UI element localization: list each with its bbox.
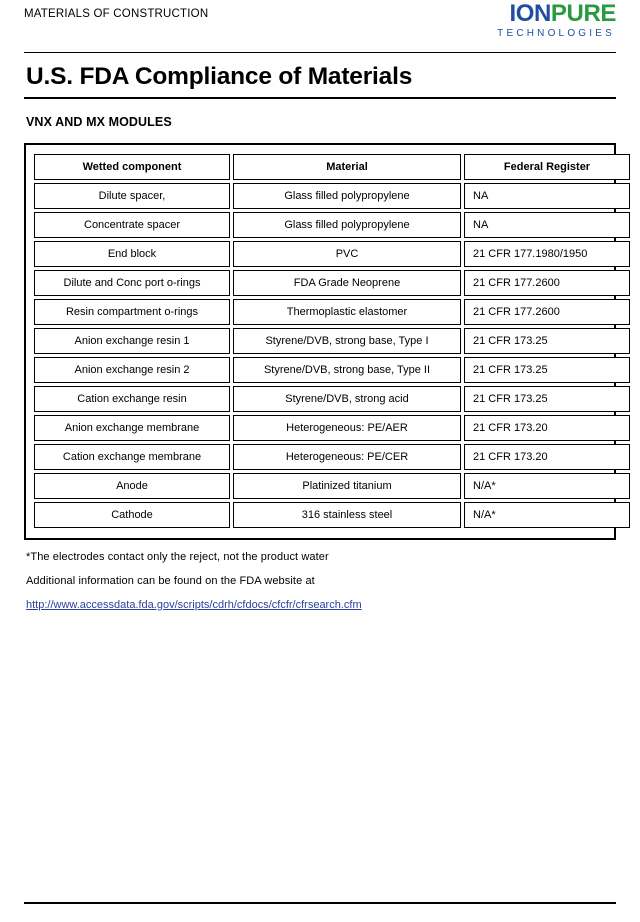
cell-material: FDA Grade Neoprene	[233, 270, 461, 296]
table-row	[34, 386, 630, 412]
column-header-material: Material	[233, 154, 461, 180]
cell-component: Dilute and Conc port o-rings	[34, 270, 230, 296]
cell-material: Styrene/DVB, strong acid	[233, 386, 461, 412]
cell-component: Cathode	[34, 502, 230, 528]
table-row	[34, 270, 630, 296]
ionpure-logo	[497, 2, 616, 39]
cell-material: Heterogeneous: PE/AER	[233, 415, 461, 441]
cell-component: End block	[34, 241, 230, 267]
cell-material: Platinized titanium	[233, 473, 461, 499]
logo-pure-text: PURE	[550, 0, 616, 27]
cell-material: Glass filled polypropylene	[233, 183, 461, 209]
cell-component: Cation exchange membrane	[34, 444, 230, 470]
section-subtitle: VNX AND MX MODULES	[26, 115, 172, 129]
footnotes	[24, 540, 616, 611]
cell-federal-register: 21 CFR 173.20	[464, 415, 630, 441]
logo-wordmark	[497, 2, 616, 26]
table-row	[34, 502, 630, 528]
table-row	[34, 299, 630, 325]
cell-material: PVC	[233, 241, 461, 267]
cell-federal-register: 21 CFR 173.20	[464, 444, 630, 470]
cell-material: Glass filled polypropylene	[233, 212, 461, 238]
column-header-wetted-component: Wetted component	[34, 154, 230, 180]
cell-federal-register: 21 CFR 173.25	[464, 386, 630, 412]
cell-material: Thermoplastic elastomer	[233, 299, 461, 325]
cell-material: Styrene/DVB, strong base, Type II	[233, 357, 461, 383]
table-row	[34, 473, 630, 499]
table-row	[34, 328, 630, 354]
cell-federal-register: N/A*	[464, 473, 630, 499]
fda-cfr-search-link[interactable]: http://www.accessdata.fda.gov/scripts/cdrh/cfdocs/cfcfr/cfrsearch.cfm	[26, 599, 362, 611]
table-row	[34, 183, 630, 209]
cell-component: Dilute spacer,	[34, 183, 230, 209]
cell-federal-register: NA	[464, 212, 630, 238]
cell-federal-register: 21 CFR 177.1980/1950	[464, 241, 630, 267]
cell-component: Anode	[34, 473, 230, 499]
cell-federal-register: 21 CFR 173.25	[464, 328, 630, 354]
table-header-row	[34, 154, 630, 180]
cell-component: Cation exchange resin	[34, 386, 230, 412]
materials-table-frame	[24, 143, 616, 540]
cell-material: 316 stainless steel	[233, 502, 461, 528]
cell-component: Anion exchange membrane	[34, 415, 230, 441]
cell-federal-register: 21 CFR 177.2600	[464, 299, 630, 325]
cell-component: Concentrate spacer	[34, 212, 230, 238]
footer-rule	[24, 902, 616, 904]
logo-ion-text: ION	[509, 0, 551, 27]
table-row	[34, 212, 630, 238]
materials-table	[31, 151, 633, 531]
footnote-additional-info: Additional information can be found on the FDA website at	[26, 575, 315, 587]
page-header	[18, 0, 622, 48]
table-row	[34, 444, 630, 470]
cell-federal-register: 21 CFR 177.2600	[464, 270, 630, 296]
cell-federal-register: NA	[464, 183, 630, 209]
cell-federal-register: 21 CFR 173.25	[464, 357, 630, 383]
cell-component: Anion exchange resin 2	[34, 357, 230, 383]
column-header-federal-register: Federal Register	[464, 154, 630, 180]
cell-material: Styrene/DVB, strong base, Type I	[233, 328, 461, 354]
table-row	[34, 415, 630, 441]
cell-component: Anion exchange resin 1	[34, 328, 230, 354]
table-row	[34, 357, 630, 383]
logo-tagline: TECHNOLOGIES	[497, 28, 615, 39]
page-title: U.S. FDA Compliance of Materials	[26, 63, 413, 90]
table-row	[34, 241, 630, 267]
footnote-electrodes: *The electrodes contact only the reject, not the product water	[26, 551, 329, 563]
cell-material: Heterogeneous: PE/CER	[233, 444, 461, 470]
cell-component: Resin compartment o-rings	[34, 299, 230, 325]
document-kicker: MATERIALS OF CONSTRUCTION	[24, 8, 209, 20]
cell-federal-register: N/A*	[464, 502, 630, 528]
